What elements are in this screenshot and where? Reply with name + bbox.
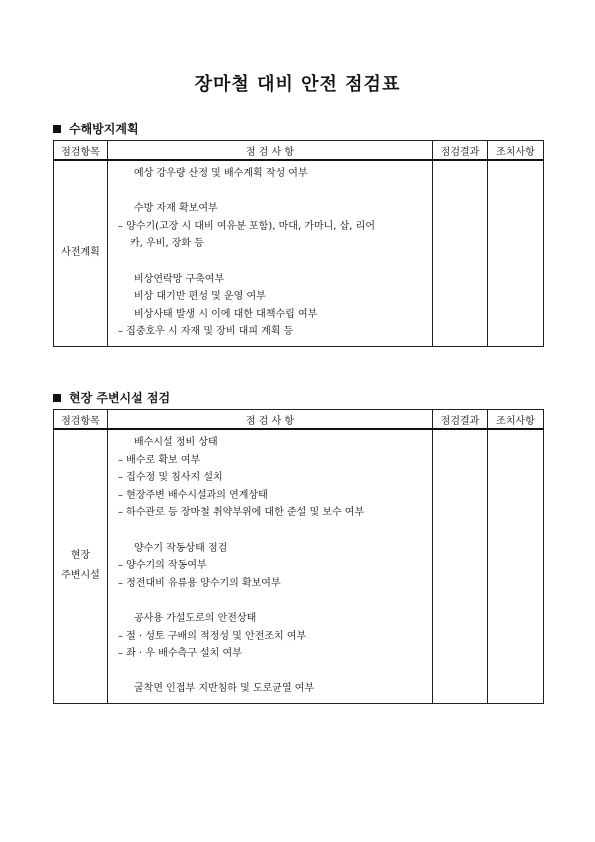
category-cell	[54, 429, 108, 703]
check-item: 비상연락망 구축여부	[134, 273, 225, 285]
check-item: 굴착면 인접부 지반침하 및 도로균열 여부	[134, 683, 315, 695]
category-label-line1: 현장	[70, 550, 91, 562]
check-sub-item: – 하수관로 등 장마철 취약부위에 대한 준설 및 보수 여부	[118, 507, 365, 519]
square-bullet-icon	[53, 125, 61, 133]
action-cell[interactable]	[488, 429, 544, 703]
check-item: 공사용 가설도로의 안전상태	[134, 612, 257, 624]
result-cell[interactable]	[433, 429, 488, 703]
site-facilities-table	[53, 409, 544, 704]
check-items-cell	[108, 160, 433, 346]
check-item: 수방 자재 확보여부	[134, 203, 218, 215]
section-heading-label: 현장 주변시설 점검	[69, 391, 171, 405]
section-heading-label: 수해방지계획	[69, 122, 139, 136]
header-items: 점 검 사 항	[108, 410, 433, 430]
flood-plan-table	[53, 140, 544, 347]
check-item: 예상 강우량 산정 및 배수계획 작성 여부	[134, 168, 308, 179]
header-category: 점검항목	[54, 410, 108, 430]
category-label-line2: 주변시설	[61, 570, 100, 582]
check-sub-item: – 좌 · 우 배수측구 설치 여부	[118, 648, 242, 660]
check-sub-item: – 집수정 및 침사지 설치	[118, 472, 223, 484]
header-result: 점검결과	[433, 141, 488, 161]
check-sub-item: – 정전대비 유류용 양수기의 확보여부	[118, 577, 281, 589]
header-action: 조치사항	[488, 410, 544, 430]
check-sub-item-continued: 카, 우비, 장화 등	[130, 238, 204, 250]
header-action: 조치사항	[488, 141, 544, 161]
check-item: 배수시설 정비 상태	[134, 437, 218, 448]
square-bullet-icon	[53, 394, 61, 402]
spacer	[108, 663, 432, 681]
check-item: 비상사태 발생 시 이에 대한 대책수립 여부	[134, 308, 318, 320]
check-item: 비상 대기반 편성 및 운영 여부	[134, 291, 266, 303]
section-heading-flood-plan	[53, 120, 139, 137]
section-heading-site-facilities	[53, 389, 170, 406]
header-result: 점검결과	[433, 410, 488, 430]
spacer	[108, 522, 432, 540]
header-category: 점검항목	[54, 141, 108, 161]
check-sub-item: – 양수기의 작동여부	[118, 560, 207, 572]
header-items: 점 검 사 항	[108, 141, 433, 161]
spacer	[108, 253, 432, 271]
check-sub-item: – 집중호우 시 자재 및 장비 대피 계획 등	[118, 326, 294, 338]
document-title: 장마철 대비 안전 점검표	[194, 74, 401, 95]
spacer	[108, 592, 432, 610]
result-cell[interactable]	[433, 160, 488, 346]
check-items-cell	[108, 429, 433, 703]
action-cell[interactable]	[488, 160, 544, 346]
check-sub-item: – 절 · 성토 구배의 적정성 및 안전조치 여부	[118, 630, 307, 642]
category-cell: 사전계획	[54, 160, 108, 346]
check-item: 양수기 작동상태 점검	[134, 542, 228, 554]
spacer	[108, 183, 432, 201]
check-sub-item: – 현장주변 배수시설과의 연계상태	[118, 489, 268, 501]
check-sub-item: – 배수로 확보 여부	[118, 454, 201, 466]
check-sub-item: – 양수기(고장 시 대비 여유분 포함), 마대, 가마니, 삽, 리어	[118, 220, 375, 232]
